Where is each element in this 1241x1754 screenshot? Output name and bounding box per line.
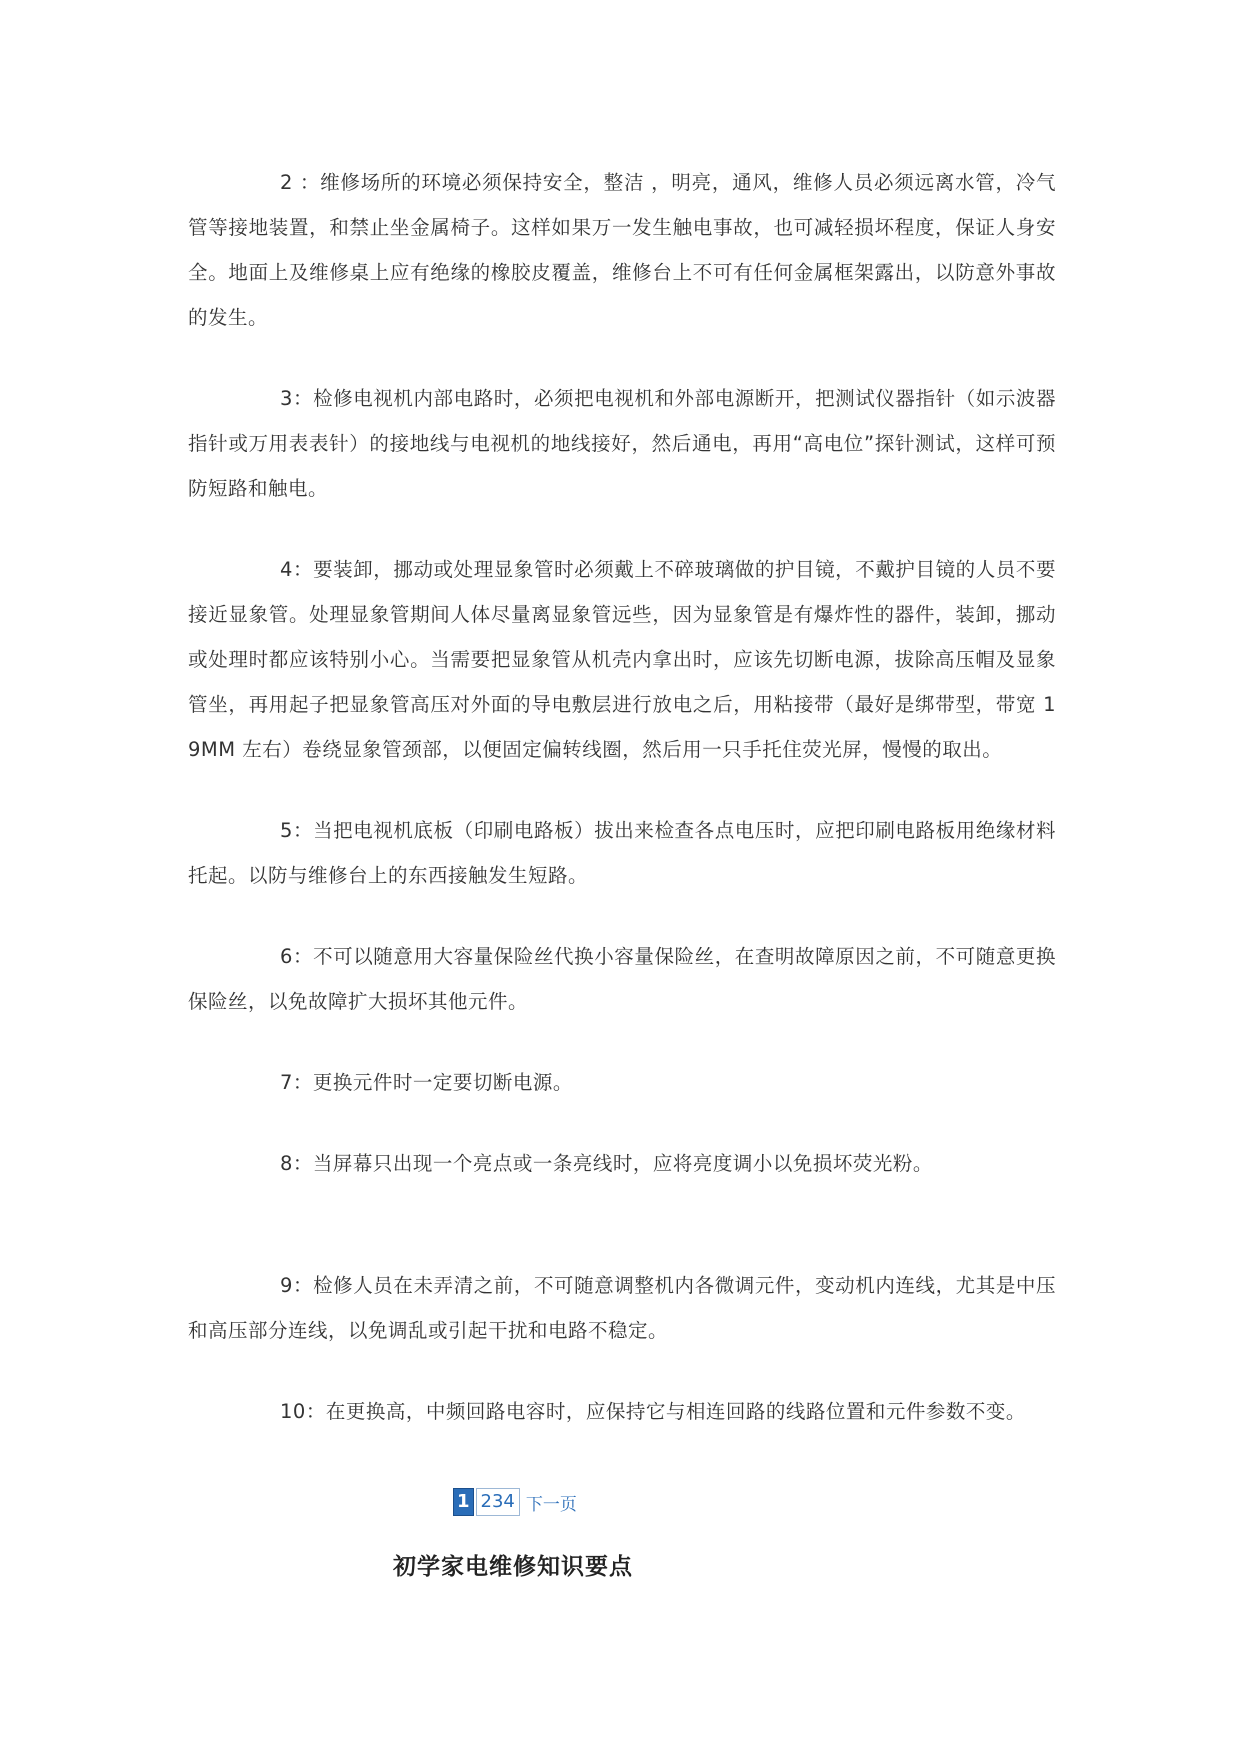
paragraph-8: 8：当屏幕只出现一个亮点或一条亮线时，应将亮度调小以免损坏荧光粉。 bbox=[280, 1152, 933, 1175]
paragraph-10: 10：在更换高，中频回路电容时，应保持它与相连回路的线路位置和元件参数不变。 bbox=[280, 1400, 1026, 1423]
next-article-title: 初学家电维修知识要点 bbox=[393, 1553, 633, 1580]
paragraph-2: 2 ：维修场所的环境必须保持安全，整洁 ，明亮，通风，维修人员必须远离水管，冷气管等接地装置，和禁止坐金属椅子。这样如果万一发生触电事故，也可减轻损坏程度，保证人身安全。地面上及维修桌上应有绝缘的橡胶皮覆盖，维修台上不可有任何金属框架露出，以防意外事故的发生。 bbox=[188, 171, 1056, 329]
paragraph-7: 7：更换元件时一定要切断电源。 bbox=[280, 1071, 573, 1094]
article-body bbox=[188, 160, 1056, 1470]
page-number-links[interactable]: 234 bbox=[476, 1488, 520, 1516]
paragraph-5: 5：当把电视机底板（印刷电路板）拔出来检查各点电压时，应把印刷电路板用绝缘材料托起。以防与维修台上的东西接触发生短路。 bbox=[188, 819, 1056, 887]
next-page-link[interactable]: 下一页 bbox=[525, 1494, 577, 1515]
pagination bbox=[453, 1488, 577, 1516]
paragraph-9: 9：检修人员在未弄清之前，不可随意调整机内各微调元件，变动机内连线，尤其是中压和高压部分连线，以免调乱或引起干扰和电路不稳定。 bbox=[188, 1274, 1056, 1342]
paragraph-4: 4：要装卸，挪动或处理显象管时必须戴上不碎玻璃做的护目镜，不戴护目镜的人员不要接近显象管。处理显象管期间人体尽量离显象管远些，因为显象管是有爆炸性的器件，装卸，挪动或处理时都应该特别小心。当需要把显象管从机壳内拿出时，应该先切断电源，拔除高压帽及显象管坐，再用起子把显象管高压对外面的导电敷层进行放电之后，用粘接带（最好是绑带型，带宽 19MM 左右）卷绕显象管颈部，以便固定偏转线圈，然后用一只手托住荧光屏，慢慢的取出。 bbox=[188, 558, 1056, 761]
paragraph-6: 6：不可以随意用大容量保险丝代换小容量保险丝，在查明故障原因之前，不可随意更换保险丝，以免故障扩大损坏其他元件。 bbox=[188, 945, 1056, 1013]
paragraph-3: 3：检修电视机内部电路时，必须把电视机和外部电源断开，把测试仪器指针（如示波器指针或万用表表针）的接地线与电视机的地线接好，然后通电，再用“高电位”探针测试，这样可预防短路和触电。 bbox=[188, 387, 1056, 500]
page-current: 1 bbox=[453, 1488, 474, 1516]
